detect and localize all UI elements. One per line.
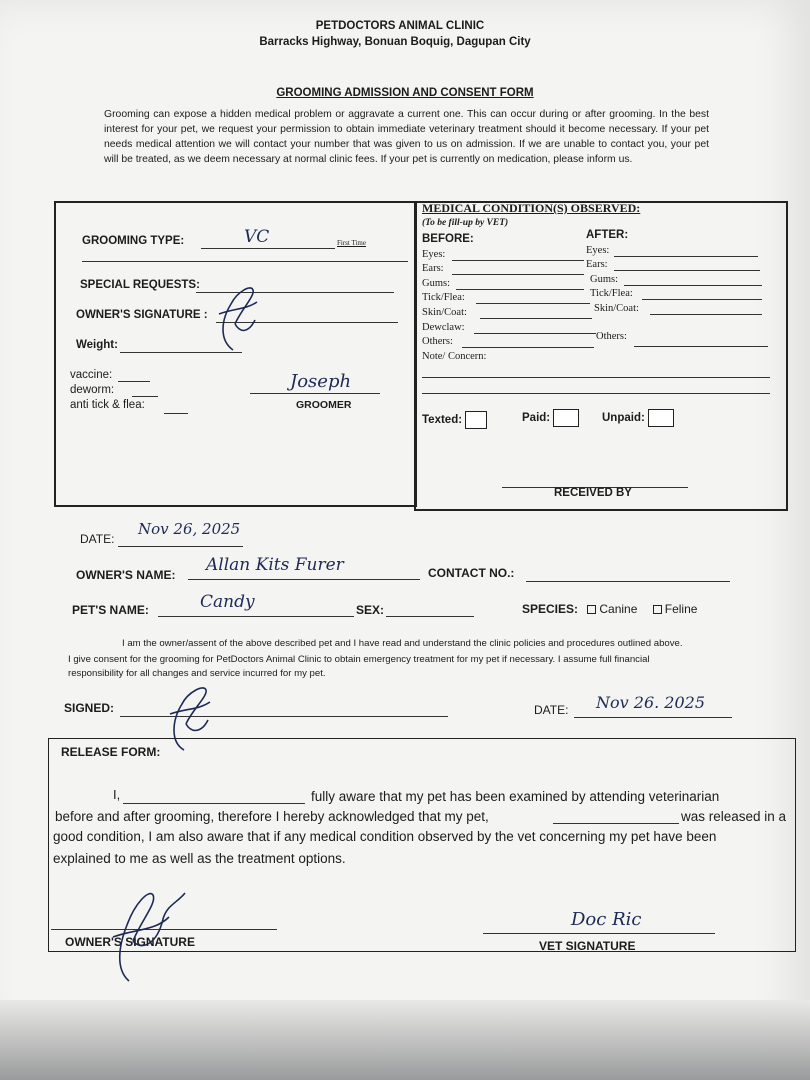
before-skincoat-label: Skin/Coat:: [422, 307, 467, 318]
paid-label: Paid:: [522, 412, 551, 425]
after-skincoat-label: Skin/Coat:: [594, 303, 639, 314]
paid-checkbox[interactable]: [553, 409, 579, 427]
release-line-2b: was released in a: [681, 809, 787, 824]
date-label: DATE:: [80, 532, 115, 546]
release-title: RELEASE FORM:: [61, 745, 161, 759]
after-skincoat-field[interactable]: [650, 303, 762, 315]
canine-checkbox[interactable]: [587, 605, 596, 614]
vaccine-label: vaccine:: [70, 369, 113, 381]
grooming-type-extra-line: [82, 261, 408, 262]
after-tickflea-field[interactable]: [642, 288, 762, 300]
after-others-label: Others:: [596, 331, 627, 342]
species-label: SPECIES:: [522, 602, 579, 616]
consent-date-label: DATE:: [534, 703, 569, 717]
feline-label: Feline: [664, 602, 698, 616]
unpaid-checkbox-group[interactable]: [602, 409, 674, 427]
before-tickflea-label: Tick/Flea:: [422, 292, 465, 303]
before-eyes-field[interactable]: [452, 249, 584, 261]
groomer-value: Joseph: [290, 371, 352, 392]
pet-name-label: PET'S NAME:: [72, 603, 149, 617]
note-concern-label: Note/ Concern:: [422, 351, 487, 362]
release-name-field[interactable]: [123, 789, 305, 804]
unpaid-label: Unpaid:: [602, 412, 645, 425]
after-others-field[interactable]: [634, 335, 768, 347]
after-tickflea-label: Tick/Flea:: [590, 288, 633, 299]
clinic-address: Barracks Highway, Bonuan Boquig, Dagupan City: [259, 36, 531, 48]
consent-signature-scribble: [160, 680, 220, 755]
release-pet-field[interactable]: [553, 809, 679, 824]
before-ears-label: Ears:: [422, 263, 444, 274]
deworm-label: deworm:: [70, 384, 115, 396]
release-i-label: I,: [113, 787, 121, 802]
clinic-name: PETDOCTORS ANIMAL CLINIC: [315, 20, 485, 32]
before-eyes-label: Eyes:: [422, 249, 446, 260]
sex-label: SEX:: [356, 603, 385, 617]
groomer-field[interactable]: [250, 393, 380, 394]
release-line-2a: before and after grooming, therefore I hereby acknowledged that my pet,: [55, 809, 489, 824]
unpaid-checkbox[interactable]: [648, 409, 674, 427]
feline-option[interactable]: [653, 602, 698, 616]
before-others-label: Others:: [422, 336, 453, 347]
release-owner-signature-scribble: [105, 885, 190, 985]
release-line-3: good condition, I am also aware that if any medical condition observed by the vet concerning my pet have been: [53, 829, 717, 844]
feline-checkbox[interactable]: [653, 605, 662, 614]
consent-date-value: Nov 26. 2025: [596, 693, 706, 712]
before-gums-label: Gums:: [422, 278, 451, 289]
after-ears-field[interactable]: [614, 259, 760, 271]
medical-title: MEDICAL CONDITION(S) OBSERVED:: [422, 201, 641, 215]
species-group: [522, 602, 697, 616]
owner-name-value: Allan Kits Furer: [206, 555, 344, 575]
consent-line-2: I give consent for the grooming for PetDoctors Animal Clinic to obtain emergency treatment for my pet if necessary. I assume full financial: [68, 654, 650, 665]
vet-signature-value: Doc Ric: [571, 909, 642, 930]
after-gums-field[interactable]: [624, 274, 762, 286]
note-line-1[interactable]: [422, 377, 770, 378]
consent-line-1: I am the owner/assent of the above described pet and I have read and understand the clinic policies and procedures outlined above.: [122, 638, 683, 649]
date-value: Nov 26, 2025: [138, 520, 241, 538]
grooming-type-label: GROOMING TYPE:: [82, 235, 185, 247]
texted-checkbox[interactable]: [465, 411, 487, 429]
release-line-1: fully aware that my pet has been examined by attending veterinarian: [311, 789, 720, 804]
owner-signature-label: OWNER'S SIGNATURE :: [76, 309, 208, 321]
note-line-2[interactable]: [422, 393, 770, 394]
before-others-field[interactable]: [462, 336, 594, 348]
anti-tick-label: anti tick & flea:: [70, 399, 145, 411]
pet-name-field[interactable]: [158, 602, 354, 617]
before-gums-field[interactable]: [456, 278, 584, 290]
paid-checkbox-group[interactable]: [522, 409, 579, 427]
release-owner-signature-label: OWNER'S SIGNATURE: [65, 935, 195, 949]
canine-label: Canine: [599, 602, 638, 616]
after-eyes-field[interactable]: [614, 245, 758, 257]
vet-signature-label: VET SIGNATURE: [539, 939, 636, 953]
before-dewclaw-field[interactable]: [474, 322, 596, 334]
after-gums-label: Gums:: [590, 274, 619, 285]
intro-paragraph: Grooming can expose a hidden medical problem or aggravate a current one. This can occur during or after grooming. In the best interest for your pet, we request your permission to obtain immediate veterinary treatment should it become necessary. If your pet needs medical attention we will contact your number that was given to us on admission. If we are unable to contact you, your pet will be treated, as we deem necessary at normal clinic fees. If your pet is currently on medication, please inform us.: [104, 109, 709, 165]
grooming-type-value: VC: [244, 227, 270, 247]
canine-option[interactable]: [587, 602, 637, 616]
received-by-label: RECEIVED BY: [554, 487, 632, 499]
before-dewclaw-label: Dewclaw:: [422, 322, 465, 333]
consent-line-3: responsibility for all changes and service incurred for my pet.: [68, 668, 326, 679]
release-line-4: explained to me as well as the treatment options.: [53, 851, 346, 866]
pet-name-value: Candy: [200, 592, 255, 612]
before-skincoat-field[interactable]: [480, 307, 592, 319]
before-ears-field[interactable]: [452, 263, 584, 275]
weight-label: Weight:: [76, 339, 118, 351]
texted-checkbox-group[interactable]: [422, 411, 487, 429]
groomer-label: GROOMER: [296, 399, 352, 411]
form-title: GROOMING ADMISSION AND CONSENT FORM: [276, 87, 534, 99]
contact-label: CONTACT NO.:: [428, 566, 515, 580]
after-eyes-label: Eyes:: [586, 245, 610, 256]
medical-subtitle: (To be fill-up by VET): [422, 218, 509, 228]
after-ears-label: Ears:: [586, 259, 608, 270]
sex-field[interactable]: [386, 602, 474, 617]
signed-label: SIGNED:: [64, 701, 115, 715]
contact-field[interactable]: [526, 567, 730, 582]
owner-name-label: OWNER'S NAME:: [76, 568, 176, 582]
first-time-label: First Time: [337, 239, 366, 247]
before-tickflea-field[interactable]: [476, 292, 590, 304]
owner-signature-scribble-1: [205, 280, 265, 355]
medical-conditions-box: [414, 201, 788, 511]
after-label: AFTER:: [586, 229, 629, 241]
vet-signature-field[interactable]: [483, 933, 715, 934]
paper-bottom-edge: [0, 1000, 810, 1080]
special-requests-label: SPECIAL REQUESTS:: [80, 279, 200, 291]
vaccine-field[interactable]: [118, 369, 150, 382]
deworm-field[interactable]: [132, 384, 158, 397]
anti-tick-field[interactable]: [164, 401, 188, 414]
before-label: BEFORE:: [422, 233, 474, 245]
texted-label: Texted:: [422, 414, 463, 427]
